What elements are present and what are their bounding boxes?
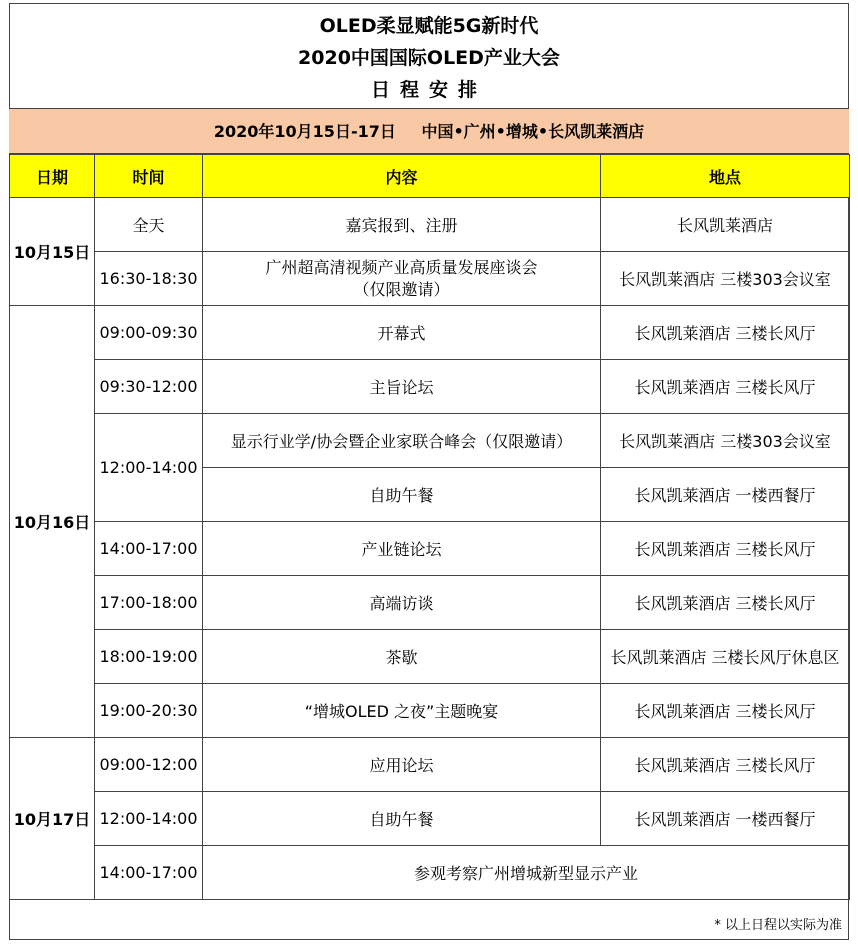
day-date: 10月16日	[10, 306, 95, 738]
row-time: 12:00-14:00	[95, 414, 203, 522]
row-content: 茶歇	[203, 630, 601, 684]
row-venue: 长风凯莱酒店 三楼长风厅	[601, 306, 850, 360]
table-row	[10, 198, 850, 252]
table-row	[10, 684, 850, 738]
row-time: 12:00-14:00	[95, 792, 203, 846]
table-row	[10, 738, 850, 792]
row-content: 自助午餐	[203, 792, 601, 846]
table-row	[10, 846, 850, 900]
row-venue: 长风凯莱酒店	[601, 198, 850, 252]
table-row	[10, 522, 850, 576]
row-time: 16:30-18:30	[95, 252, 203, 306]
title-block	[9, 3, 849, 109]
row-venue: 长风凯莱酒店 三楼303会议室	[601, 414, 850, 468]
row-time: 18:00-19:00	[95, 630, 203, 684]
row-content-line-1: 广州超高清视频产业高质量发展座谈会	[265, 257, 538, 277]
event-dates: 2020年10月15日-17日	[213, 122, 396, 141]
day-date: 10月15日	[10, 198, 95, 306]
row-venue: 长风凯莱酒店 三楼长风厅	[601, 576, 850, 630]
row-content	[203, 252, 601, 306]
row-venue: 长风凯莱酒店 三楼长风厅	[601, 522, 850, 576]
row-content: 开幕式	[203, 306, 601, 360]
title-line-3: 日程安排	[370, 79, 487, 101]
row-time: 全天	[95, 198, 203, 252]
row-venue: 长风凯莱酒店 一楼西餐厅	[601, 792, 850, 846]
row-content: 显示行业学/协会暨企业家联合峰会（仅限邀请）	[203, 414, 601, 468]
row-content: 嘉宾报到、注册	[203, 198, 601, 252]
row-content-line-2: （仅限邀请）	[353, 279, 450, 299]
row-content: 产业链论坛	[203, 522, 601, 576]
row-venue: 长风凯莱酒店 三楼303会议室	[601, 252, 850, 306]
table-row	[10, 576, 850, 630]
table-row	[10, 630, 850, 684]
table-row	[10, 792, 850, 846]
row-content: 高端访谈	[203, 576, 601, 630]
row-content: 应用论坛	[203, 738, 601, 792]
footnote: * 以上日程以实际为准	[714, 918, 842, 933]
event-location: 中国•广州•增城•长风凯莱酒店	[421, 122, 645, 141]
row-time: 09:00-09:30	[95, 306, 203, 360]
row-time: 19:00-20:30	[95, 684, 203, 738]
title-line-2: 2020中国国际OLED产业大会	[298, 47, 560, 69]
row-content: 参观考察广州增城新型显示产业	[203, 846, 850, 900]
header-time: 时间	[95, 155, 203, 198]
table-row	[10, 306, 850, 360]
header-row	[10, 155, 850, 198]
row-time: 09:30-12:00	[95, 360, 203, 414]
table-row	[10, 360, 850, 414]
row-venue: 长风凯莱酒店 三楼长风厅	[601, 684, 850, 738]
row-venue: 长风凯莱酒店 三楼长风厅	[601, 738, 850, 792]
row-time: 17:00-18:00	[95, 576, 203, 630]
row-venue: 长风凯莱酒店 三楼长风厅	[601, 360, 850, 414]
title-line-1: OLED柔显赋能5G新时代	[319, 15, 539, 37]
table-row	[10, 252, 850, 306]
header-venue: 地点	[601, 155, 850, 198]
row-content: “增城OLED 之夜”主题晚宴	[203, 684, 601, 738]
header-content: 内容	[203, 155, 601, 198]
table-row	[10, 414, 850, 468]
day-date: 10月17日	[10, 738, 95, 900]
row-venue: 长风凯莱酒店 三楼长风厅休息区	[601, 630, 850, 684]
row-time: 09:00-12:00	[95, 738, 203, 792]
header-date: 日期	[10, 155, 95, 198]
row-content: 主旨论坛	[203, 360, 601, 414]
row-venue: 长风凯莱酒店 一楼西餐厅	[601, 468, 850, 522]
date-banner	[9, 109, 849, 154]
row-time: 14:00-17:00	[95, 522, 203, 576]
row-time: 14:00-17:00	[95, 846, 203, 900]
row-content: 自助午餐	[203, 468, 601, 522]
schedule-table	[9, 154, 850, 900]
